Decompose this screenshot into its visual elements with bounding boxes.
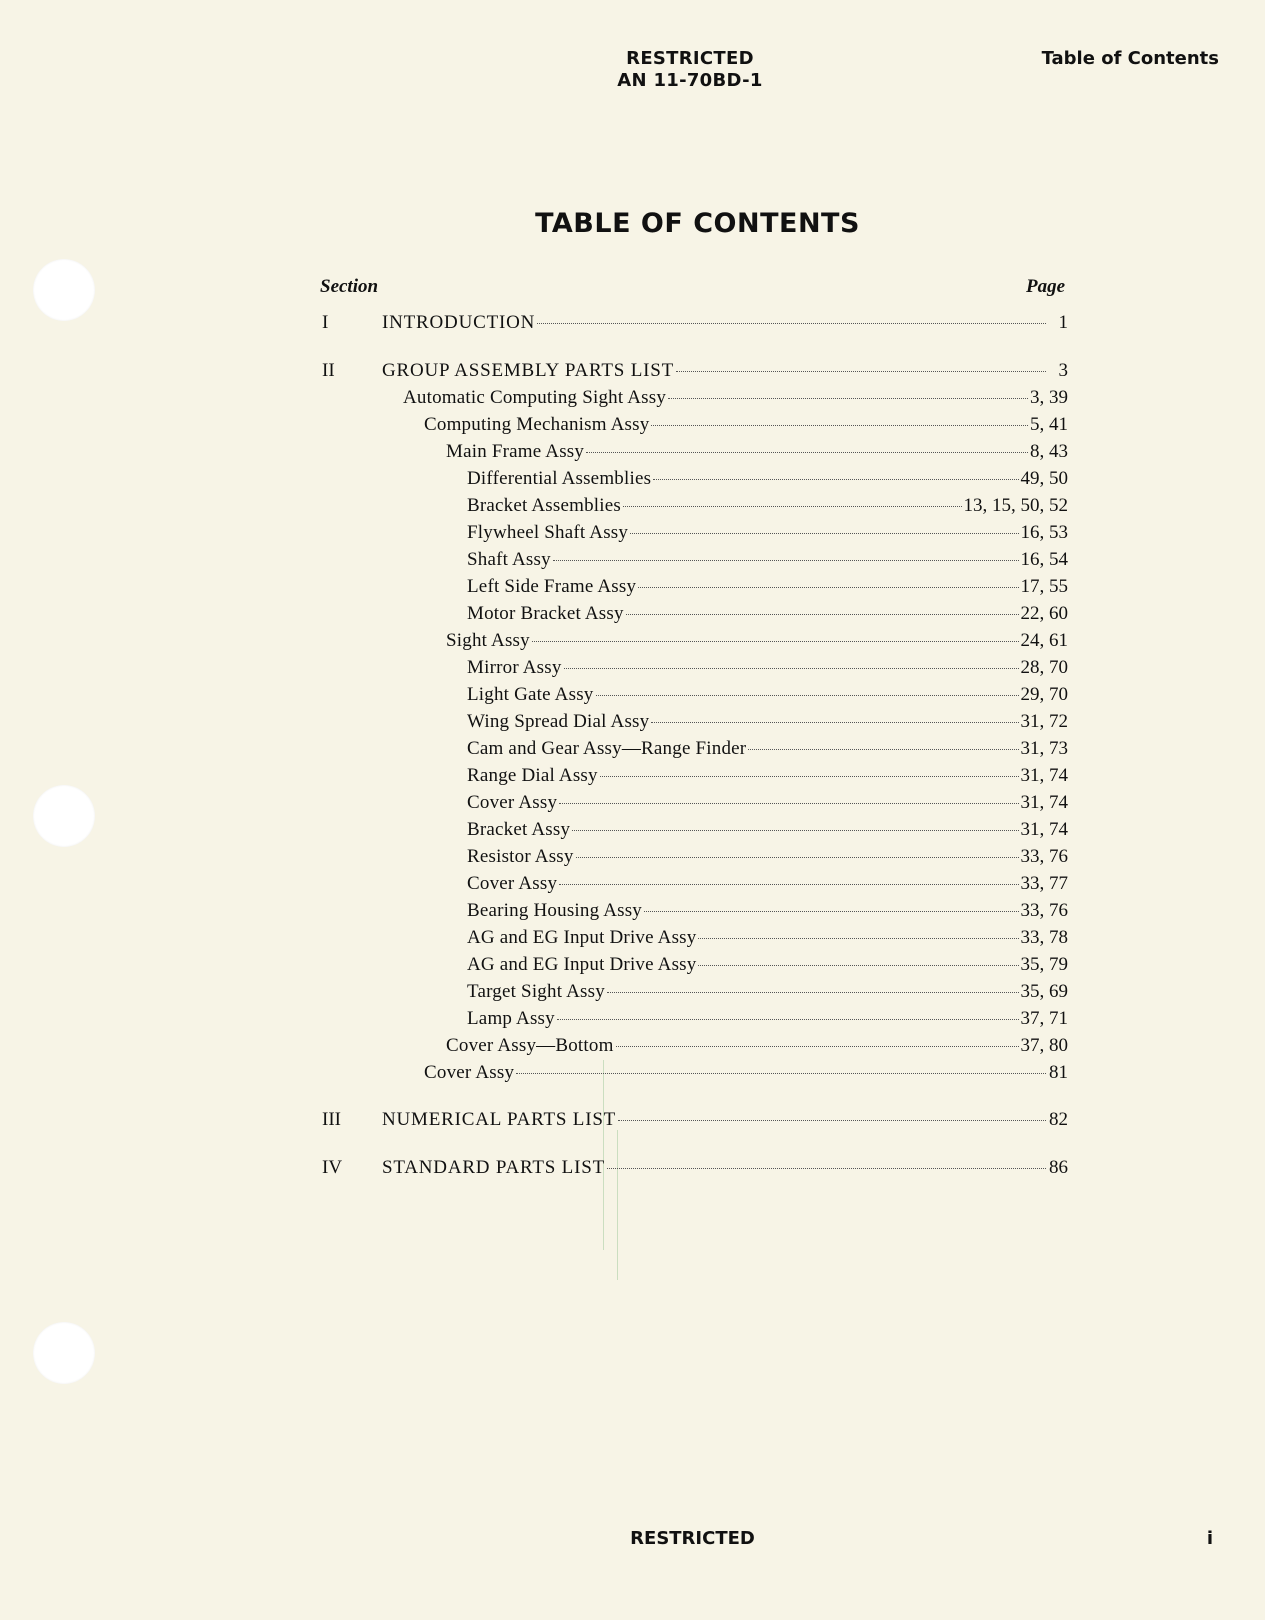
toc-entry-page: 16, 53 — [1020, 522, 1068, 543]
toc-section-entry[interactable] — [382, 358, 1068, 384]
toc-entry-label: AG and EG Input Drive Assy — [467, 927, 697, 948]
toc-entry-label: Resistor Assy — [467, 846, 574, 867]
toc-entry[interactable] — [467, 655, 1068, 681]
dot-leader — [600, 776, 1019, 777]
dot-leader — [644, 911, 1019, 912]
page-folio: i — [1206, 1528, 1213, 1549]
toc-entry[interactable] — [467, 1006, 1068, 1032]
dot-leader — [559, 884, 1018, 885]
toc-entry-page: 37, 71 — [1020, 1008, 1068, 1029]
toc-entry-label: Bracket Assy — [467, 819, 571, 840]
toc-entry-page: 37, 80 — [1020, 1035, 1068, 1056]
page-title: TABLE OF CONTENTS — [535, 208, 860, 239]
toc-entry-label: INTRODUCTION — [382, 312, 536, 333]
toc-entry[interactable] — [467, 763, 1068, 789]
toc-section-entry[interactable] — [382, 1155, 1068, 1181]
dot-leader — [586, 452, 1028, 453]
toc-entry-label: Motor Bracket Assy — [467, 603, 624, 624]
toc-entry-page: 22, 60 — [1020, 603, 1068, 624]
toc-entry[interactable] — [446, 628, 1068, 654]
toc-section-entry[interactable] — [382, 1107, 1068, 1133]
toc-entry-page: 33, 78 — [1020, 927, 1068, 948]
toc-entry-label: Target Sight Assy — [467, 981, 605, 1002]
toc-entry-label: Flywheel Shaft Assy — [467, 522, 629, 543]
toc-entry-page: 31, 74 — [1020, 792, 1068, 813]
toc-entry[interactable] — [467, 574, 1068, 600]
toc-entry[interactable] — [467, 682, 1068, 708]
toc-entry-page: 17, 55 — [1020, 576, 1068, 597]
dot-leader — [553, 560, 1019, 561]
toc-entry-label: NUMERICAL PARTS LIST — [382, 1109, 617, 1130]
dot-leader — [564, 668, 1019, 669]
toc-entry[interactable] — [467, 736, 1068, 762]
punch-hole-bottom — [33, 1322, 95, 1384]
toc-entry[interactable] — [467, 520, 1068, 546]
toc-entry-page: 33, 76 — [1020, 846, 1068, 867]
dot-leader — [616, 1046, 1019, 1047]
toc-entry-page: 13, 15, 50, 52 — [963, 495, 1068, 516]
toc-entry-label: Bearing Housing Assy — [467, 900, 642, 921]
toc-entry[interactable] — [467, 466, 1068, 492]
toc-entry-page: 81 — [1049, 1062, 1068, 1083]
toc-entry[interactable] — [467, 493, 1068, 519]
toc-entry-page: 35, 69 — [1020, 981, 1068, 1002]
toc-entry[interactable] — [467, 871, 1068, 897]
dot-leader — [537, 323, 1046, 324]
toc-entry[interactable] — [467, 790, 1068, 816]
toc-entry-label: STANDARD PARTS LIST — [382, 1157, 605, 1178]
dot-leader — [532, 641, 1019, 642]
dot-leader — [698, 965, 1018, 966]
dot-leader — [748, 749, 1018, 750]
toc-entry-page: 31, 74 — [1020, 819, 1068, 840]
dot-leader — [516, 1073, 1046, 1074]
toc-entry[interactable] — [467, 844, 1068, 870]
toc-entry[interactable] — [467, 547, 1068, 573]
toc-entry-label: Range Dial Assy — [467, 765, 598, 786]
toc-section-number: III — [322, 1109, 341, 1130]
toc-entry-label: Cam and Gear Assy—Range Finder — [467, 738, 747, 759]
dot-leader — [653, 479, 1018, 480]
dot-leader — [668, 398, 1028, 399]
toc-entry[interactable] — [467, 898, 1068, 924]
dot-leader — [651, 722, 1018, 723]
toc-entry[interactable] — [467, 979, 1068, 1005]
header-classification: RESTRICTED — [626, 48, 754, 69]
toc-entry-page: 24, 61 — [1020, 630, 1068, 651]
toc-entry[interactable] — [467, 601, 1068, 627]
toc-entry-label: Left Side Frame Assy — [467, 576, 637, 597]
toc-entry-label: Differential Assemblies — [467, 468, 652, 489]
toc-entry-label: Computing Mechanism Assy — [424, 414, 650, 435]
toc-entry-page: 35, 79 — [1020, 954, 1068, 975]
punch-hole-top — [33, 259, 95, 321]
toc-entry-label: Cover Assy — [467, 792, 558, 813]
toc-entry-page: 31, 74 — [1020, 765, 1068, 786]
dot-leader — [559, 803, 1018, 804]
toc-entry[interactable] — [403, 385, 1068, 411]
page-column-heading: Page — [1026, 276, 1066, 297]
toc-entry-page: 82 — [1049, 1109, 1068, 1130]
toc-entry[interactable] — [446, 1033, 1068, 1059]
dot-leader — [572, 830, 1018, 831]
section-column-heading: Section — [320, 276, 379, 297]
toc-entry-page: 1 — [1058, 312, 1068, 333]
dot-leader — [630, 533, 1018, 534]
toc-entry-label: Automatic Computing Sight Assy — [403, 387, 667, 408]
toc-entry-label: AG and EG Input Drive Assy — [467, 954, 697, 975]
toc-entry-label: Shaft Assy — [467, 549, 551, 570]
toc-entry-label: Light Gate Assy — [467, 684, 594, 705]
toc-section-number: I — [322, 312, 329, 333]
dot-leader — [698, 938, 1018, 939]
toc-entry-page: 86 — [1049, 1157, 1068, 1178]
toc-section-number: II — [322, 360, 335, 381]
dot-leader — [607, 1168, 1046, 1169]
punch-hole-middle — [33, 785, 95, 847]
toc-entry-page: 33, 77 — [1020, 873, 1068, 894]
dot-leader — [638, 587, 1018, 588]
dot-leader — [557, 1019, 1019, 1020]
toc-entry-label: Cover Assy — [424, 1062, 515, 1083]
dot-leader — [623, 506, 962, 507]
toc-entry-page: 3 — [1058, 360, 1068, 381]
dot-leader — [618, 1120, 1046, 1121]
toc-entry-label: Lamp Assy — [467, 1008, 555, 1029]
dot-leader — [651, 425, 1028, 426]
toc-entry-page: 31, 73 — [1020, 738, 1068, 759]
toc-entry-label: Cover Assy — [467, 873, 558, 894]
dot-leader — [596, 695, 1019, 696]
toc-entry-page: 3, 39 — [1030, 387, 1068, 408]
toc-section-number: IV — [322, 1157, 343, 1178]
toc-entry-page: 49, 50 — [1020, 468, 1068, 489]
toc-entry-page: 29, 70 — [1020, 684, 1068, 705]
toc-entry-label: GROUP ASSEMBLY PARTS LIST — [382, 360, 675, 381]
toc-entry-label: Cover Assy—Bottom — [446, 1035, 614, 1056]
toc-entry-label: Bracket Assemblies — [467, 495, 621, 516]
toc-entry-page: 31, 72 — [1020, 711, 1068, 732]
header-doc-number: AN 11-70BD-1 — [617, 70, 763, 91]
toc-entry-label: Sight Assy — [446, 630, 530, 651]
toc-entry-page: 5, 41 — [1030, 414, 1068, 435]
scan-artifact-line — [617, 1130, 618, 1280]
dot-leader — [676, 371, 1046, 372]
toc-entry-label: Main Frame Assy — [446, 441, 585, 462]
toc-entry[interactable] — [424, 1060, 1068, 1086]
toc-entry[interactable] — [424, 412, 1068, 438]
dot-leader — [607, 992, 1019, 993]
toc-entry-page: 8, 43 — [1030, 441, 1068, 462]
toc-entry-label: Mirror Assy — [467, 657, 562, 678]
header-classification-block — [560, 48, 820, 92]
toc-entry-page: 16, 54 — [1020, 549, 1068, 570]
toc-entry-page: 33, 76 — [1020, 900, 1068, 921]
toc-entry[interactable] — [446, 439, 1068, 465]
toc-section-entry[interactable] — [382, 310, 1068, 336]
toc-entry-page: 28, 70 — [1020, 657, 1068, 678]
header-section-title: Table of Contents — [1041, 48, 1219, 69]
toc-entry[interactable] — [467, 709, 1068, 735]
toc-entry-label: Wing Spread Dial Assy — [467, 711, 650, 732]
dot-leader — [626, 614, 1019, 615]
toc-entry[interactable] — [467, 952, 1068, 978]
dot-leader — [576, 857, 1019, 858]
toc-entry[interactable] — [467, 817, 1068, 843]
footer-classification: RESTRICTED — [630, 1528, 755, 1549]
toc-entry[interactable] — [467, 925, 1068, 951]
